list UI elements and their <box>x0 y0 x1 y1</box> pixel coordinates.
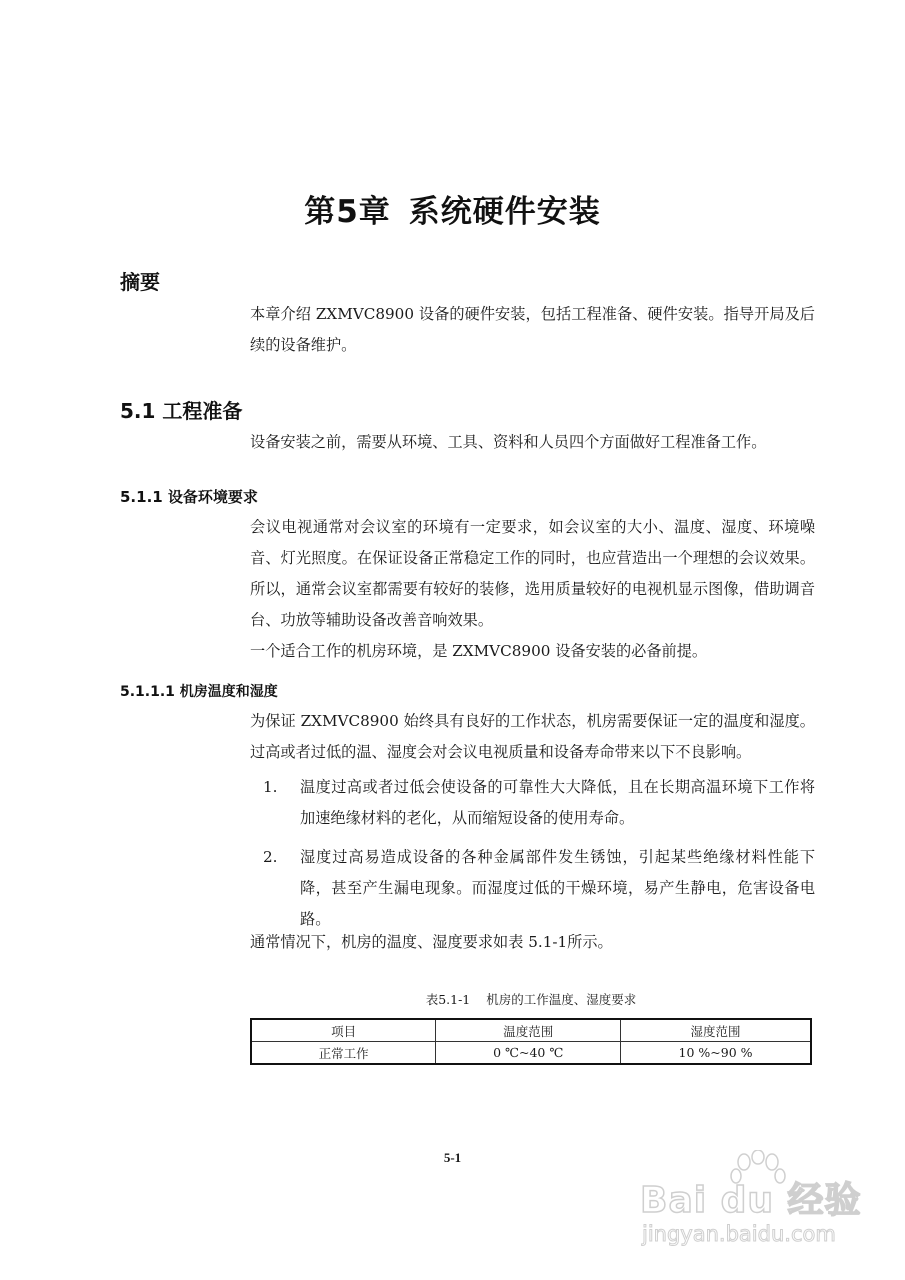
section-5-1-heading: 5.1 工程准备 <box>120 399 243 423</box>
list-item-number: 1. <box>263 778 278 796</box>
abstract-text: 本章介绍 ZXMVC8900 设备的硬件安装，包括工程准备、硬件安装。指导开局及后续的设备维护。 <box>250 305 815 354</box>
table-cell-item: 正常工作 <box>251 1042 436 1065</box>
chapter-name: 系统硬件安装 <box>408 194 601 230</box>
effects-list <box>250 772 815 943</box>
section-5-1-1-heading: 5.1.1 设备环境要求 <box>120 488 258 506</box>
baidu-watermark <box>640 1150 865 1260</box>
requirements-table <box>250 1018 812 1065</box>
section-5-1-1-1-intro: 为保证 ZXMVC8900 始终具有良好的工作状态，机房需要保证一定的温度和湿度。过高或者过低的温、湿度会对会议电视质量和设备寿命带来以下不良影响。 <box>250 712 815 761</box>
table-cell-humidity: 10 %~90 % <box>621 1042 811 1065</box>
list-item-text: 温度过高或者过低会使设备的可靠性大大降低，且在长期高温环境下工作将加速绝缘材料的老化，从而缩短设备的使用寿命。 <box>300 778 815 827</box>
section-5-1-text: 设备安装之前，需要从环境、工具、资料和人员四个方面做好工程准备工作。 <box>250 433 767 451</box>
table-header-temperature: 温度范围 <box>436 1019 621 1042</box>
list-item <box>250 772 815 834</box>
list-item-number: 2. <box>263 848 278 866</box>
list-item-text: 湿度过高易造成设备的各种金属部件发生锈蚀，引起某些绝缘材料性能下降，甚至产生漏电现象。而湿度过低的干燥环境，易产生静电，危害设备电路。 <box>300 848 815 928</box>
abstract-heading: 摘要 <box>120 270 160 294</box>
table-header-humidity: 湿度范围 <box>621 1019 811 1042</box>
section-5-1-1-paragraph-1: 会议电视通常对会议室的环境有一定要求，如会议室的大小、温度、湿度、环境噪音、灯光照度。在保证设备正常稳定工作的同时，也应营造出一个理想的会议效果。所以，通常会议室都需要有较好的装修，选用质量较好的电视机显示图像，借助调音台、功放等辅助设备改善音响效果。 <box>250 518 815 629</box>
page-number: 5-1 <box>443 1150 462 1165</box>
table-caption-text: 机房的工作温度、湿度要求 <box>486 992 637 1007</box>
list-item <box>250 842 815 935</box>
chapter-number: 第5章 <box>304 194 391 230</box>
table-row <box>251 1042 811 1065</box>
table-header-item: 项目 <box>251 1019 436 1042</box>
table-caption <box>250 990 812 1008</box>
table-reference-text: 通常情况下，机房的温度、湿度要求如表 5.1-1所示。 <box>250 933 613 951</box>
watermark-logo: Bai du 经验 <box>640 1180 862 1221</box>
section-5-1-1-1-heading: 5.1.1.1 机房温度和湿度 <box>120 684 278 700</box>
table-header-row <box>251 1019 811 1042</box>
watermark-url: jingyan.baidu.com <box>642 1222 836 1246</box>
chapter-title <box>0 186 905 231</box>
section-5-1-1-paragraph-2: 一个适合工作的机房环境，是 ZXMVC8900 设备安装的必备前提。 <box>250 642 708 660</box>
table-cell-temperature: 0 ℃~40 ℃ <box>436 1042 621 1065</box>
table-caption-number: 表5.1-1 <box>425 992 471 1007</box>
